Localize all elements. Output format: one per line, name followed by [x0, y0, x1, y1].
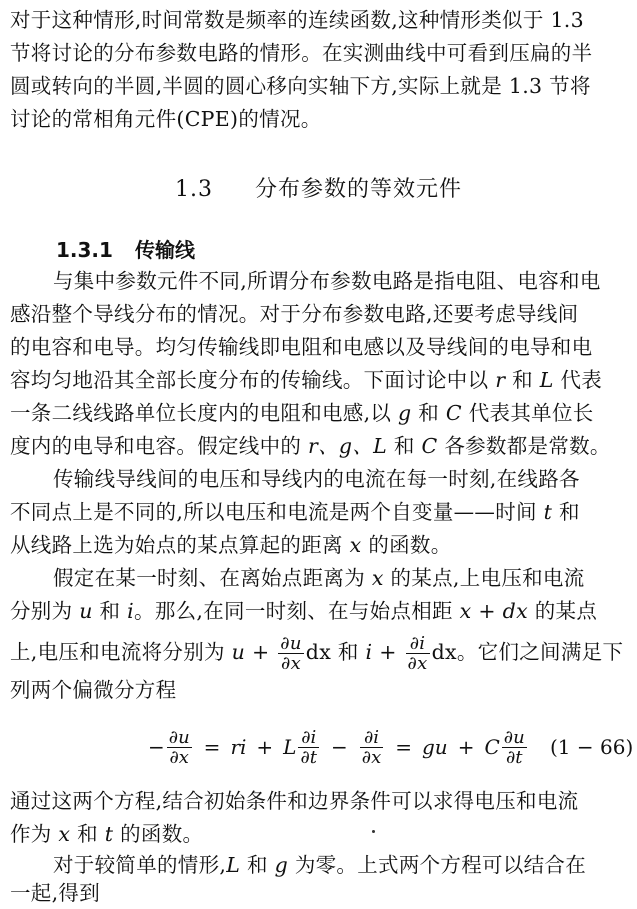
variable-L: L: [539, 368, 554, 392]
variable-g: g: [274, 853, 289, 877]
subsection-number: 1.3.1: [56, 238, 113, 262]
para4-line-2: [10, 820, 628, 848]
text-run: 和: [411, 401, 446, 425]
equation-1-66: [0, 722, 637, 772]
variable-C: C: [421, 434, 438, 458]
text-run: 一条二线线路单位长度内的电阻和电感,以: [10, 401, 399, 425]
text-run: 。它们之间满足下: [456, 640, 624, 664]
para3-line-2: [10, 597, 628, 625]
para5-line-1: [53, 851, 628, 879]
para2-line-2: [10, 498, 628, 526]
equals-sign: =: [395, 735, 412, 759]
variable-L: L: [283, 735, 297, 759]
variable-x: x: [58, 822, 71, 846]
text-run: 的某点: [527, 599, 598, 623]
text-run: 为零。上式两个方程可以结合在: [288, 853, 587, 877]
text-run: 容均匀地沿其全部长度分布的传输线。下面讨论中以: [10, 368, 496, 392]
intro-line-3: 圆或转向的半圆,半圆的圆心移向实轴下方,实际上就是 1.3 节将: [10, 74, 591, 98]
text-run: 和: [240, 853, 275, 877]
variable-x: x: [371, 566, 384, 590]
expression-u-plus: u +: [231, 640, 270, 664]
denominator: ∂t: [505, 746, 523, 768]
fraction-di-dx: [360, 728, 383, 767]
text-run: 和: [331, 640, 366, 664]
text-run: 各参数都是常数。: [437, 434, 611, 458]
variables-rgl: r、g、L: [308, 434, 388, 458]
para1-line-5: [10, 399, 628, 427]
minus-sign: −: [148, 735, 165, 759]
para1-line-3: 的电容和电导。均匀传输线即电阻和电感以及导线间的电导和电: [10, 335, 593, 359]
text-run: 度内的电导和电容。假定线中的: [10, 434, 309, 458]
variable-i: i: [127, 599, 135, 623]
text-run: 代表: [553, 368, 603, 392]
denominator: ∂x: [169, 746, 189, 768]
differential-dx: dx: [305, 640, 332, 664]
text-run: 代表其单位长: [461, 401, 594, 425]
text-run: 从线路上选为始点的某点算起的距离: [10, 533, 350, 557]
denominator: ∂x: [280, 653, 302, 674]
plus-sign: +: [457, 735, 475, 759]
text-run: 分别为: [10, 599, 80, 623]
para2-line-1: 传输线导线间的电压和导线内的电流在每一时刻,在线路各: [53, 467, 580, 491]
variable-g: g: [398, 401, 412, 425]
para2-line-3: [10, 531, 628, 559]
term-ri: ri: [230, 735, 247, 759]
minus-sign: −: [331, 735, 348, 759]
para1-line-2: 感沿整个导线分布的情况。对于分布参数电路,还要考虑导线间: [10, 302, 579, 326]
variable-C: C: [445, 401, 462, 425]
denominator: ∂x: [361, 746, 382, 768]
fraction-di-dt: [298, 728, 319, 767]
text-run: 的函数。: [113, 822, 204, 846]
fraction-du-dx: [167, 728, 192, 767]
numerator: ∂i: [298, 728, 319, 748]
text-run: 不同点上是不同的,所以电压和电流是两个自变量——时间: [10, 500, 544, 524]
para1-line-4: [10, 366, 628, 394]
expression-x-plus-dx: x + dx: [459, 599, 528, 623]
text-run: 和: [70, 822, 105, 846]
text-run: 上,电压和电流将分别为: [10, 640, 232, 664]
numerator: ∂u: [280, 633, 302, 654]
intro-line-4: 讨论的常相角元件(CPE)的情况。: [10, 107, 322, 131]
text-run: 和: [552, 500, 580, 524]
variable-L: L: [226, 853, 241, 877]
variable-t: t: [104, 822, 114, 846]
para5-line-2: 一起,得到: [10, 881, 101, 905]
fraction-du-dx: [278, 634, 304, 673]
differential-dx: dx: [431, 640, 457, 664]
para1-line-1: 与集中参数元件不同,所谓分布参数电路是指电阻、电容和电: [53, 269, 601, 293]
text-run: 和: [505, 368, 540, 392]
para3-line-1: [53, 564, 628, 592]
para3-line-3: [10, 630, 628, 674]
para4-line-1: 通过这两个方程,结合初始条件和边界条件可以求得电压和电流: [10, 789, 579, 813]
equation-body: [148, 722, 529, 772]
subsection-title: 传输线: [134, 238, 195, 262]
plus-sign: +: [256, 735, 274, 759]
text-run: 对于较简单的情形,: [53, 853, 227, 877]
text-run: 的函数。: [361, 533, 452, 557]
expression-i-plus: i +: [365, 640, 397, 664]
text-run: 。那么,在同一时刻、在与始点相距: [134, 599, 460, 623]
para3-line-4: 列两个偏微分方程: [10, 678, 177, 702]
variable-x: x: [349, 533, 362, 557]
text-run: 假定在某一时刻、在离始点距离为: [53, 566, 372, 590]
equals-sign: =: [203, 735, 221, 759]
variable-C: C: [484, 735, 500, 759]
text-run: 和: [92, 599, 128, 623]
denominator: ∂x: [407, 653, 428, 674]
fraction-du-dt: [502, 728, 527, 767]
numerator: ∂i: [406, 634, 430, 654]
equation-number: (1 − 66): [550, 735, 634, 759]
intro-line-2: 节将讨论的分布参数电路的情形。在实测曲线中可看到压扁的半: [10, 41, 593, 65]
section-heading: [0, 175, 637, 205]
text-run: 作为: [10, 822, 59, 846]
intro-line-1: 对于这种情形,时间常数是频率的连续函数,这种情形类似于 1.3: [10, 8, 584, 32]
fraction-di-dx: [406, 634, 430, 673]
denominator: ∂t: [300, 746, 317, 768]
term-gu: gu: [422, 735, 448, 759]
numerator: ∂u: [503, 726, 525, 748]
text-run: 的某点,上电压和电流: [383, 566, 585, 590]
text-run: 和: [387, 434, 422, 458]
numerator: ∂i: [360, 728, 383, 748]
section-number: 1.3: [174, 177, 213, 202]
para1-line-6: [10, 432, 628, 460]
variable-r: r: [495, 368, 506, 392]
variable-t: t: [543, 500, 553, 524]
numerator: ∂u: [168, 726, 190, 748]
subsection-heading: [56, 236, 195, 264]
variable-u: u: [79, 599, 93, 623]
section-title: 分布参数的等效元件: [254, 177, 462, 202]
